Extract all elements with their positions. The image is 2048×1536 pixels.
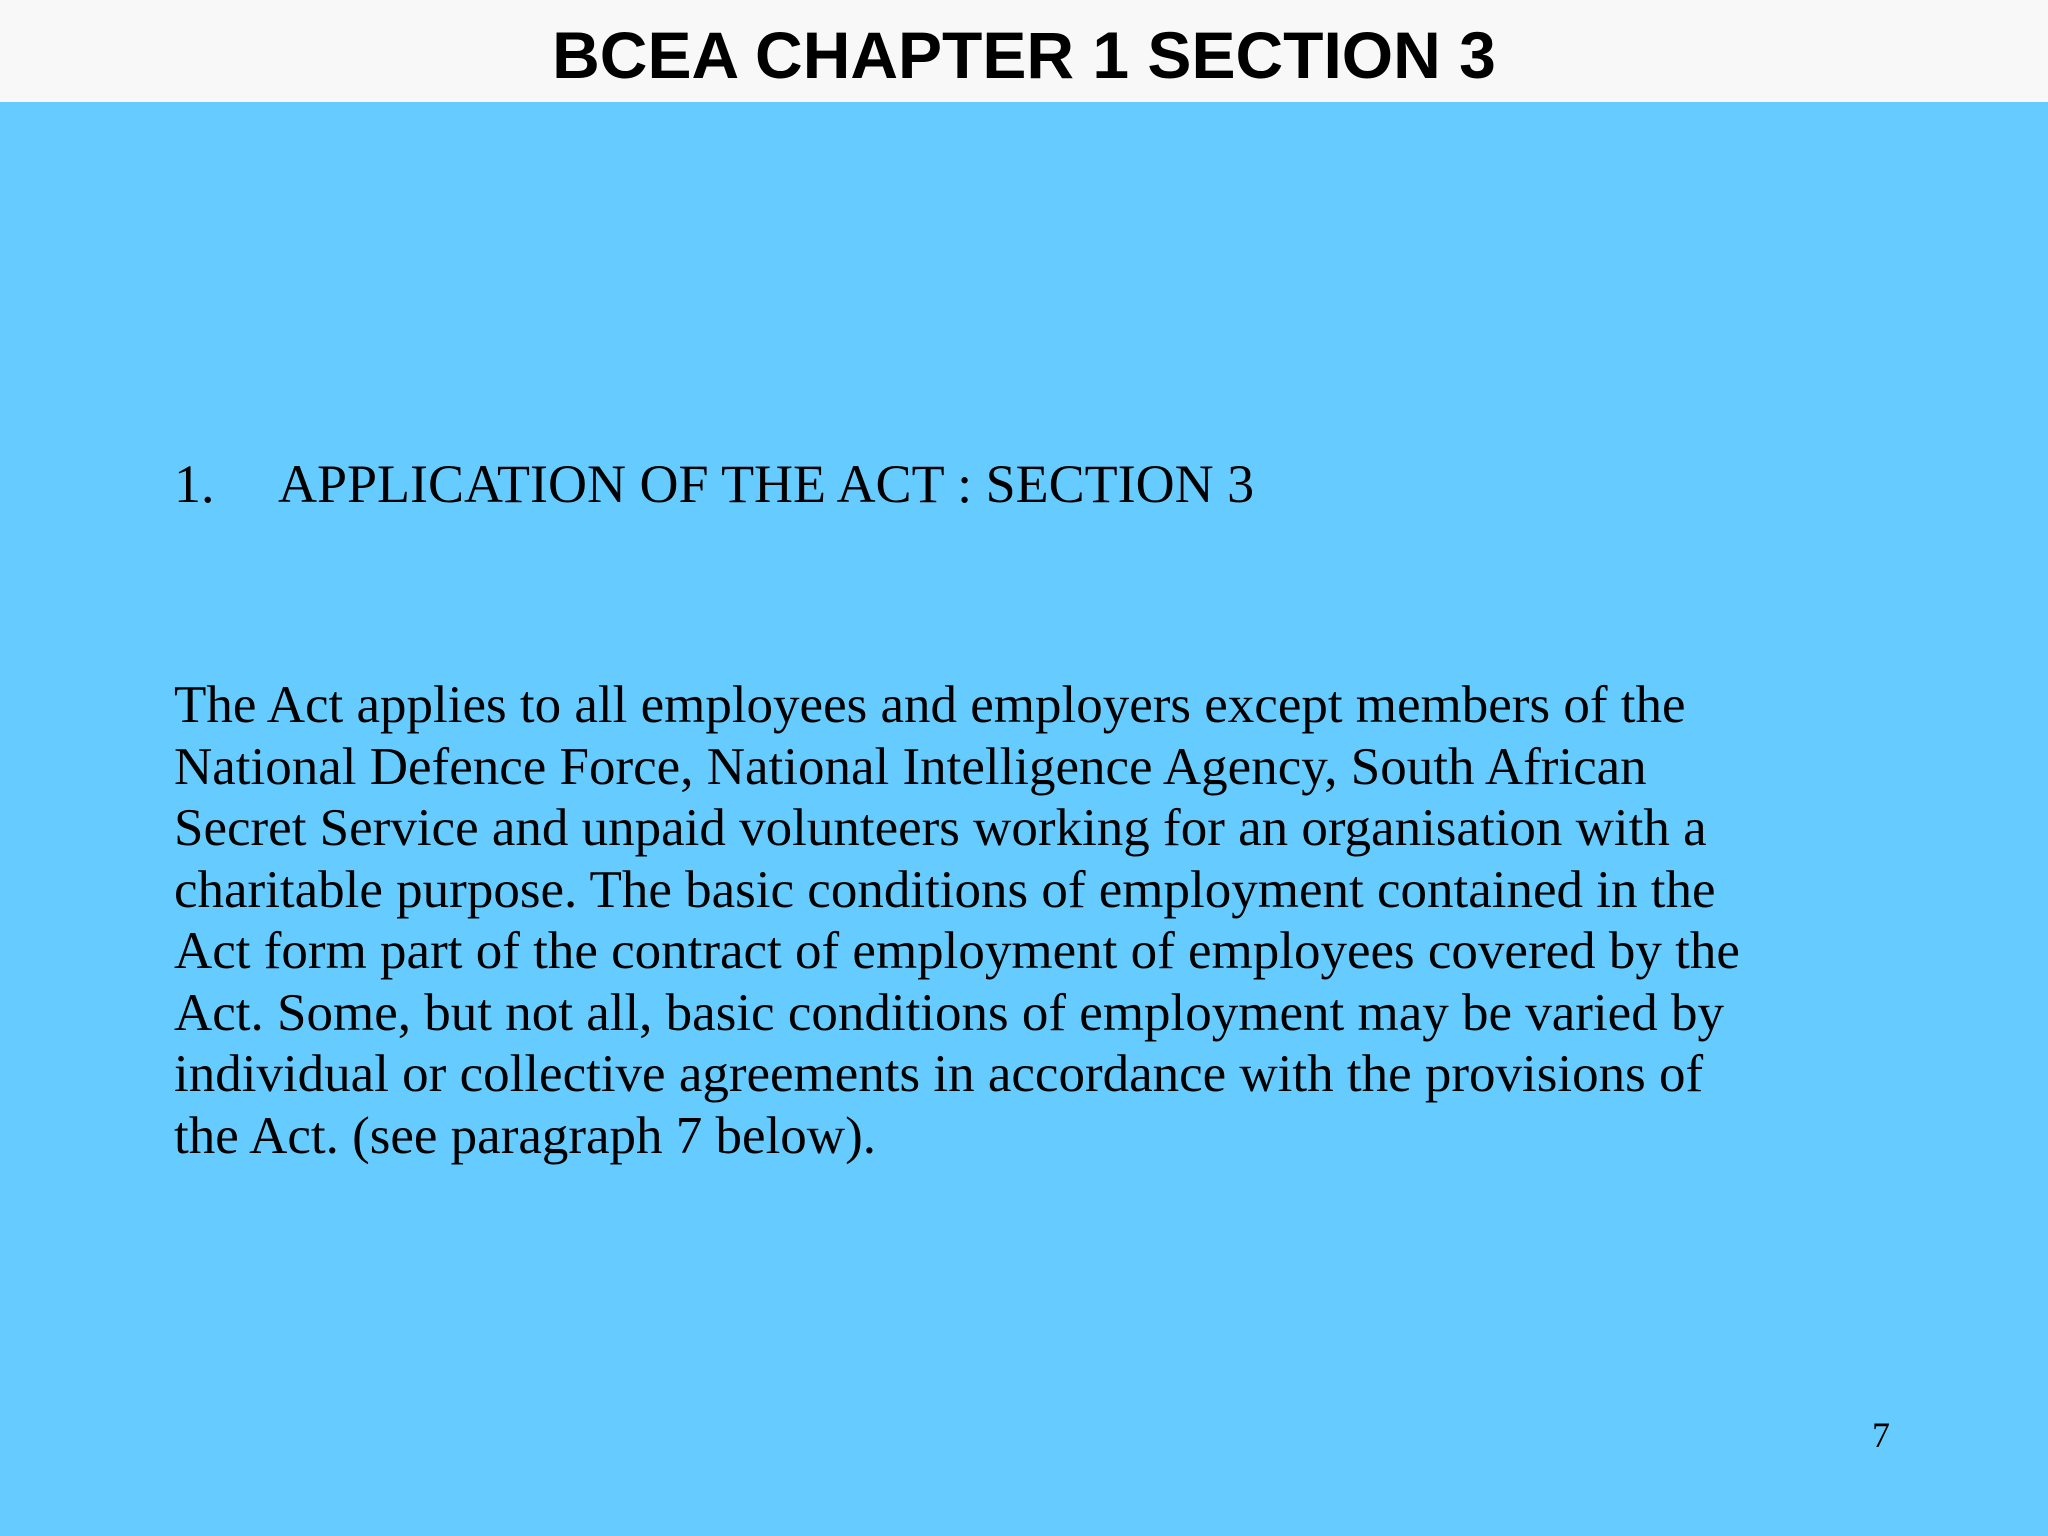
heading-number: 1. [174, 454, 215, 514]
body-line: Secret Service and unpaid volunteers working for an organisation with a [174, 799, 1707, 857]
body-paragraph [174, 675, 1894, 1167]
body-line: individual or collective agreements in accordance with the provisions of [174, 1045, 1704, 1103]
body-line: The Act applies to all employees and employers except members of the [174, 676, 1686, 734]
title-bar [0, 0, 2048, 102]
slide-title: BCEA CHAPTER 1 SECTION 3 [552, 18, 1496, 92]
heading-text: APPLICATION OF THE ACT : SECTION 3 [278, 454, 1255, 514]
body-line: Act. Some, but not all, basic conditions of employment may be varied by [174, 983, 1724, 1042]
body-line: National Defence Force, National Intelligence Agency, South African [174, 737, 1647, 796]
page-number: 7 [1872, 1415, 1890, 1455]
body-line: charitable purpose. The basic conditions of employment contained in the [174, 860, 1716, 919]
body-line: the Act. (see paragraph 7 below). [174, 1106, 876, 1165]
body-line: Act form part of the contract of employment of employees covered by the [174, 922, 1740, 980]
section-heading [174, 448, 1254, 520]
